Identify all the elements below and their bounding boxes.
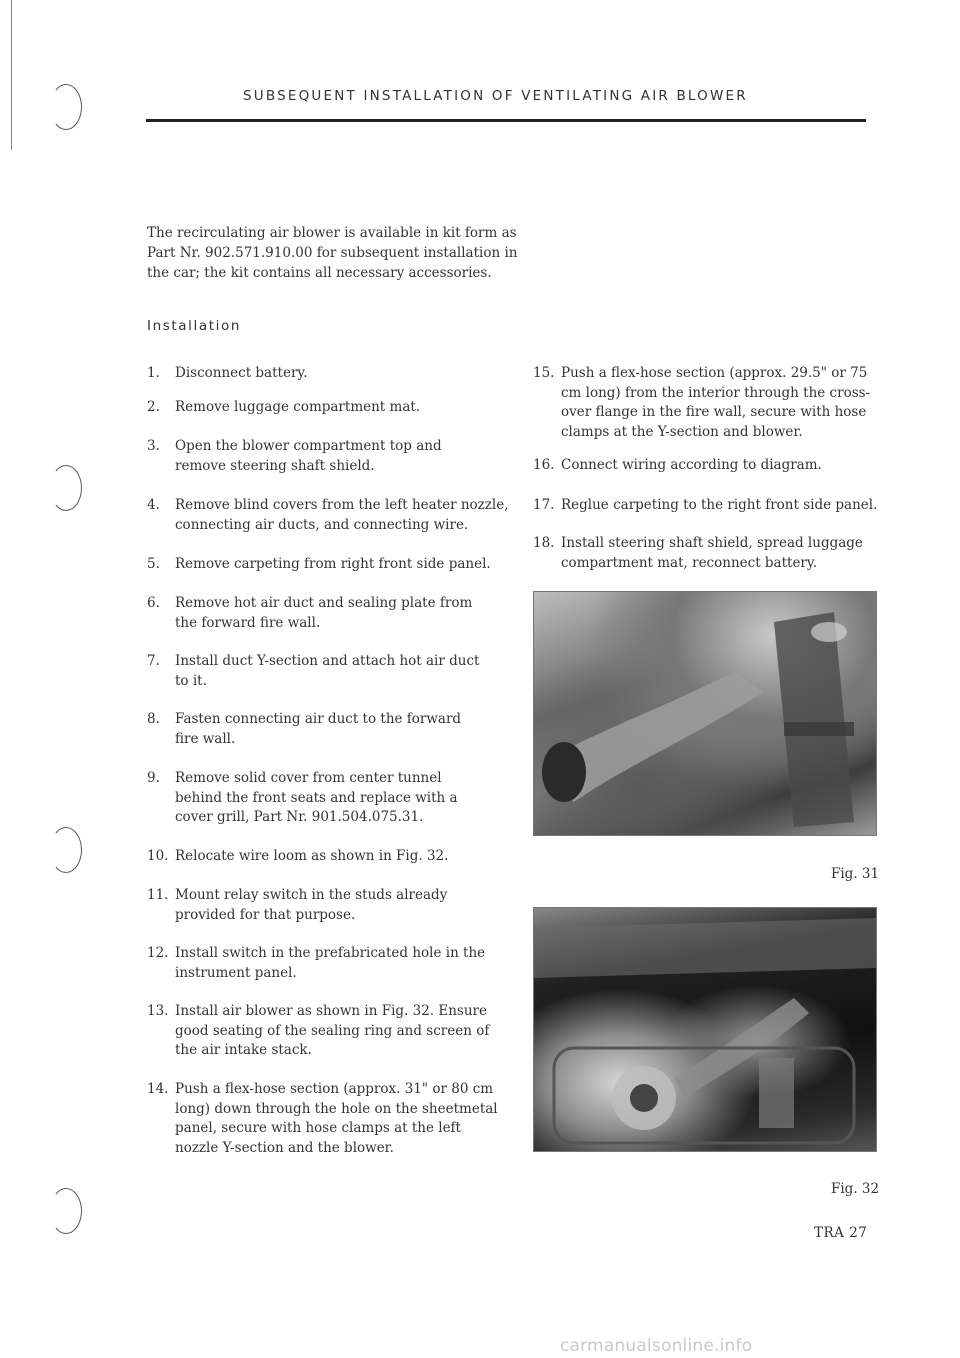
step-17: [533, 496, 878, 516]
step-13: [147, 1002, 502, 1061]
page-header-title: SUBSEQUENT INSTALLATION OF VENTILATING AIR BLOWER: [243, 88, 748, 104]
step-number: 7.: [147, 653, 160, 669]
step-18: [533, 534, 863, 573]
step-text: Remove hot air duct and sealing plate from the forward fire wall.: [175, 595, 473, 631]
binder-hole-upper-middle: [50, 465, 82, 511]
figure-32-caption: Fig. 32: [831, 1181, 880, 1197]
intro-paragraph: The recirculating air blower is available in kit form as Part Nr. 902.571.910.00 for subsequent installation in the car; the kit contains all necessary accessories.: [147, 225, 518, 281]
watermark: carmanualsonline.info: [560, 1336, 753, 1356]
step-text: Remove solid cover from center tunnel behind the front seats and replace with a cover grill, Part Nr. 901.504.075.31.: [175, 770, 458, 825]
step-text: Reglue carpeting to the right front side panel.: [561, 497, 878, 513]
step-1: [147, 364, 507, 384]
step-6: [147, 594, 477, 633]
step-text: Remove luggage compartment mat.: [175, 399, 421, 415]
section-heading-installation: Installation: [147, 318, 241, 334]
step-11: [147, 886, 507, 925]
step-text: Install switch in the prefabricated hole in the instrument panel.: [175, 945, 486, 981]
step-9: [147, 769, 492, 828]
binder-hole-bottom: [50, 1188, 82, 1234]
binder-hole-lower-middle: [50, 827, 82, 873]
step-text: Open the blower compartment top and remove steering shaft shield.: [175, 438, 442, 474]
step-text: Remove carpeting from right front side panel.: [175, 556, 491, 572]
step-5: [147, 555, 507, 575]
figure-32-illustration: [534, 908, 876, 1151]
figure-31-illustration: [534, 592, 876, 835]
step-4: [147, 496, 512, 535]
step-12: [147, 944, 492, 983]
step-text: Install duct Y-section and attach hot air duct to it.: [175, 653, 480, 689]
step-8: [147, 710, 467, 749]
step-number: 14.: [147, 1081, 169, 1097]
header-rule: [146, 119, 866, 122]
figure-31-caption: Fig. 31: [831, 866, 880, 882]
step-number: 16.: [533, 457, 555, 473]
figure-31-photo: [533, 591, 877, 836]
binder-hole-top: [50, 84, 82, 130]
step-15: [533, 364, 878, 442]
step-text: Disconnect battery.: [175, 365, 308, 381]
step-text: Fasten connecting air duct to the forward fire wall.: [175, 711, 462, 747]
step-text: Push a flex-hose section (approx. 29.5" or 75 cm long) from the interior through the cross-over flange in the fire wall, secure with hose clamps at the Y-section and blower.: [561, 365, 871, 440]
step-text: Push a flex-hose section (approx. 31" or 80 cm long) down through the hole on the sheetmetal panel, secure with hose clamps at the left nozzle Y-section and the blower.: [175, 1081, 498, 1156]
step-3: [147, 437, 477, 476]
step-number: 8.: [147, 711, 160, 727]
step-number: 13.: [147, 1003, 169, 1019]
step-number: 15.: [533, 365, 555, 381]
step-number: 1.: [147, 365, 160, 381]
step-text: Install steering shaft shield, spread luggage compartment mat, reconnect battery.: [561, 535, 863, 571]
step-text: Remove blind covers from the left heater nozzle, connecting air ducts, and connecting wire.: [175, 497, 509, 533]
step-number: 2.: [147, 399, 160, 415]
step-14: [147, 1080, 502, 1158]
step-number: 10.: [147, 848, 169, 864]
step-number: 11.: [147, 887, 169, 903]
step-number: 6.: [147, 595, 160, 611]
page-margin-line: [11, 0, 12, 150]
step-text: Connect wiring according to diagram.: [561, 457, 822, 473]
page-code: TRA 27: [814, 1225, 868, 1241]
step-number: 12.: [147, 945, 169, 961]
step-16: [533, 456, 878, 476]
step-number: 18.: [533, 535, 555, 551]
step-7: [147, 652, 492, 691]
step-text: Install air blower as shown in Fig. 32. Ensure good seating of the sealing ring and screen of the air intake stack.: [175, 1003, 490, 1058]
step-number: 3.: [147, 438, 160, 454]
figure-32-photo: [533, 907, 877, 1152]
step-number: 9.: [147, 770, 160, 786]
step-number: 17.: [533, 497, 555, 513]
step-10: [147, 847, 507, 867]
step-2: [147, 398, 507, 418]
step-number: 5.: [147, 556, 160, 572]
step-text: Relocate wire loom as shown in Fig. 32.: [175, 848, 449, 864]
step-text: Mount relay switch in the studs already provided for that purpose.: [175, 887, 448, 923]
step-number: 4.: [147, 497, 160, 513]
